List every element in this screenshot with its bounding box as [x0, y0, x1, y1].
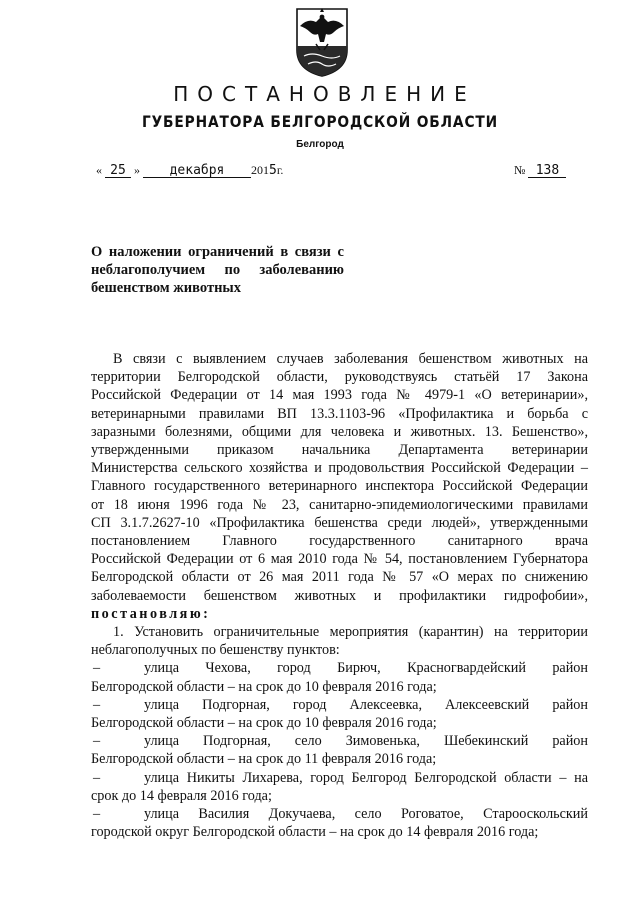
text-line: от 18 июня 1996 года № 23, санитарно-эпидемиологическими правилами	[91, 496, 588, 513]
text-line: В связи с выявлением случаев заболевания бешенством животных на	[113, 351, 588, 367]
point-line: улица Подгорная, село Зимовенька, Шебекинский район	[144, 733, 588, 750]
dash-marker: –	[93, 660, 101, 677]
subject-line: неблагополучием по заболеванию	[91, 262, 344, 278]
document-body	[91, 350, 588, 841]
document-authority: ГУБЕРНАТОРА БЕЛГОРОДСКОЙ ОБЛАСТИ	[141, 112, 499, 131]
text-line: Белгородской области – на срок до 10 февраля 2016 года;	[91, 715, 437, 732]
subject-line: О наложении ограничений в связи с	[91, 244, 344, 260]
date-day: 25	[105, 164, 131, 178]
date-year-suffix: г.	[276, 163, 284, 177]
date-open-quote: «	[96, 163, 102, 177]
item-1-paragraph	[91, 623, 588, 659]
date-month: декабря	[143, 164, 251, 178]
text-line: неблагополучных по бешенству пунктов:	[91, 642, 340, 659]
list-item	[91, 805, 588, 841]
text-line: Белгородской области от 26 мая 2011 года № 57 «О мерах по снижению	[91, 569, 588, 586]
list-item	[91, 659, 588, 695]
text-line: постановлением Главного государственного санитарного врача	[91, 533, 588, 550]
text-line: Белгородской области – на срок до 11 февраля 2016 года;	[91, 751, 437, 768]
document-subject	[91, 243, 344, 297]
document-city: Белгород	[296, 139, 344, 150]
text-line: Российской Федерации от 14 мая 1993 года № 4979-1 «О ветеринарии»,	[91, 387, 588, 404]
preamble-paragraph	[91, 350, 588, 623]
point-line: улица Василия Докучаева, село Роговатое, Старооскольский	[144, 806, 588, 823]
date-close-quote: »	[134, 163, 140, 177]
belgorod-coat-of-arms-icon	[294, 6, 350, 78]
text-line: территории Белгородской области, руководствуясь статьёй 17 Закона	[91, 369, 588, 386]
point-line: улица Чехова, город Бирюч, Красногвардейский район	[144, 660, 588, 677]
text-line: заболеваемости бешенством животных и профилактики гидрофобии»,	[91, 587, 588, 604]
dash-marker: –	[93, 769, 101, 786]
point-line: улица Никиты Лихарева, город Белгород Белгородской области – на	[144, 769, 588, 786]
text-line	[91, 769, 588, 787]
dash-marker: –	[93, 733, 101, 750]
list-item	[91, 696, 588, 732]
point-line: улица Подгорная, город Алексеевка, Алексеевский район	[144, 696, 588, 713]
text-line: срок до 14 февраля 2016 года;	[91, 787, 272, 804]
text-line	[91, 659, 588, 677]
text-line	[91, 696, 588, 714]
text-line: утвержденными приказом начальника Департамента ветеринарии	[91, 442, 588, 459]
text-line	[91, 805, 588, 823]
text-line: ветеринарными правилами ВП 13.3.1103-96 «Профилактика и борьба с	[91, 405, 588, 422]
list-item	[91, 732, 588, 768]
text-line: заразными болезнями, общими для человека и животных. 13. Бешенство»,	[91, 423, 588, 440]
text-line: Белгородской области – на срок до 10 февраля 2016 года;	[91, 678, 437, 695]
text-line	[91, 732, 588, 750]
number-value: 138	[528, 164, 566, 178]
number-label: №	[514, 163, 526, 177]
text-line: Российской Федерации от 6 мая 2010 года № 54, постановлением Губернатора	[91, 551, 588, 568]
subject-line: бешенством животных	[91, 280, 241, 296]
dash-marker: –	[93, 806, 101, 823]
dash-marker: –	[93, 696, 101, 713]
date-year-prefix: 201	[251, 163, 269, 177]
date-year-digit: 5	[269, 163, 277, 178]
text-line: СП 3.1.7.2627-10 «Профилактика бешенства среди людей», утвержденными	[91, 514, 588, 531]
text-line: 1. Установить ограничительные мероприятия (карантин) на территории	[113, 624, 588, 641]
list-item	[91, 769, 588, 805]
document-number	[514, 163, 566, 178]
text-line: Министерства сельского хозяйства и продовольствия Российской Федерации –	[91, 460, 588, 477]
text-line: Главного государственного ветеринарного инспектора Российской Федерации	[91, 478, 588, 495]
document-title: ПОСТАНОВЛЕНИЕ	[173, 82, 476, 106]
resolve-word: постановляю:	[91, 605, 211, 622]
document-date	[96, 163, 283, 178]
text-line: городской округ Белгородской области – на срок до 14 февраля 2016 года;	[91, 824, 539, 841]
